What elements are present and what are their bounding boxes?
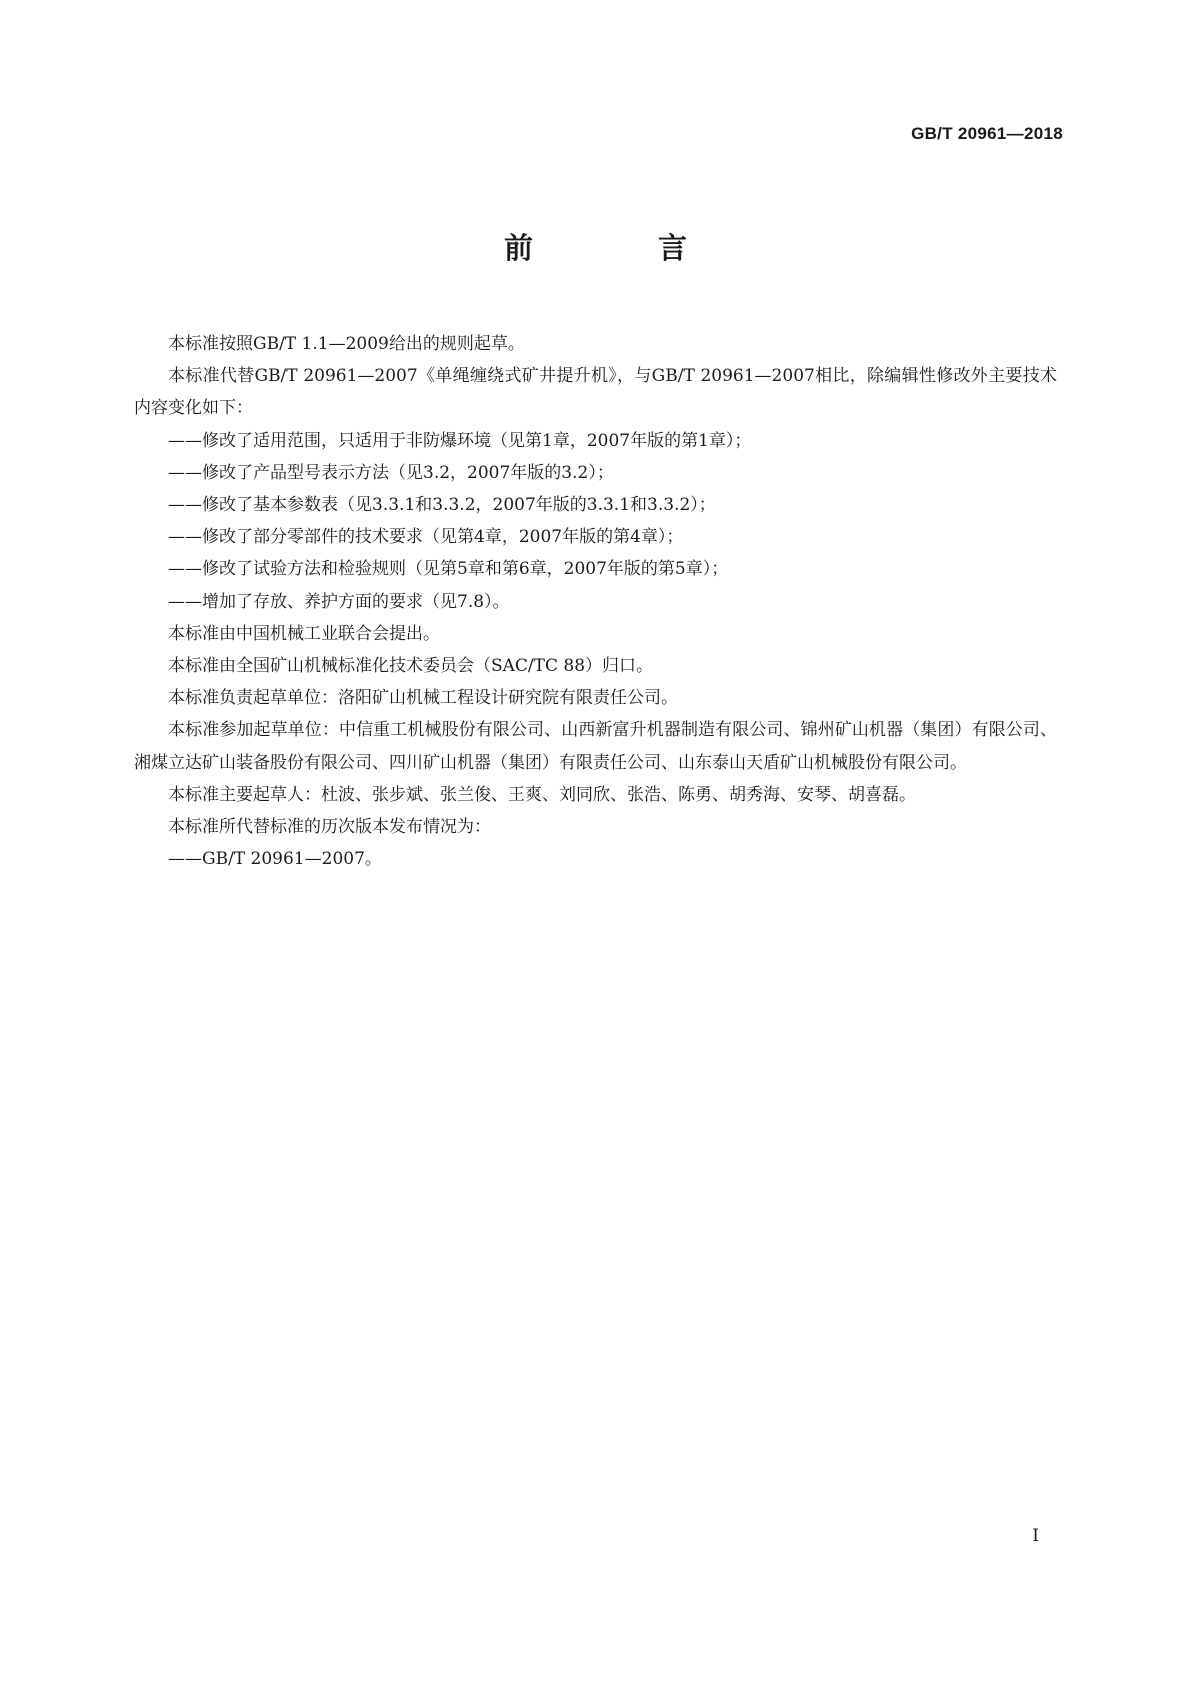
paragraph-managed-by: 本标准由全国矿山机械标准化技术委员会（SAC/TC 88）归口。 bbox=[168, 656, 654, 677]
standard-code-header: GB/T 20961—2018 bbox=[911, 124, 1063, 143]
change-item-model: ——修改了产品型号表示方法（见3.2，2007年版的3.2）； bbox=[168, 462, 614, 483]
paragraph-proposed-by: 本标准由中国机械工业联合会提出。 bbox=[168, 623, 440, 644]
change-item-tests: ——修改了试验方法和检验规则（见第5章和第6章，2007年版的第5章）； bbox=[168, 559, 729, 580]
paragraph-main-drafters: 本标准主要起草人：杜波、张步斌、张兰俊、王爽、刘同欣、张浩、陈勇、胡秀海、安琴、胡喜磊。 bbox=[168, 784, 916, 805]
change-item-parameters: ——修改了基本参数表（见3.3.1和3.3.2，2007年版的3.3.1和3.3.2）； bbox=[168, 495, 716, 516]
paragraph-participating-drafters: 本标准参加起草单位：中信重工机械股份有限公司、山西新富升机器制造有限公司、锦州矿山机器（集团）有限公司、湘煤立达矿山装备股份有限公司、四川矿山机器（集团）有限责任公司、山东泰山天盾矿山机械股份有限公司。 bbox=[134, 720, 1057, 773]
paragraph-replacement: 本标准代替GB/T 20961—2007《单绳缠绕式矿井提升机》，与GB/T 20961—2007相比，除编辑性修改外主要技术内容变化如下： bbox=[134, 366, 1057, 419]
paragraph-previous-versions: 本标准所代替标准的历次版本发布情况为： bbox=[168, 817, 491, 838]
previous-version-item: ——GB/T 20961—2007。 bbox=[168, 849, 382, 870]
change-item-components: ——修改了部分零部件的技术要求（见第4章，2007年版的第4章）； bbox=[168, 527, 684, 548]
page-number: I bbox=[1032, 1526, 1039, 1546]
document-body bbox=[134, 328, 1057, 875]
paragraph-drafting-rules: 本标准按照GB/T 1.1—2009给出的规则起草。 bbox=[168, 334, 525, 354]
change-item-storage: ——增加了存放、养护方面的要求（见7.8）。 bbox=[168, 591, 510, 612]
change-item-scope: ——修改了适用范围，只适用于非防爆环境（见第1章，2007年版的第1章）； bbox=[168, 430, 752, 451]
paragraph-lead-drafter: 本标准负责起草单位：洛阳矿山机械工程设计研究院有限责任公司。 bbox=[168, 688, 678, 709]
page-title: 前 言 bbox=[503, 231, 735, 265]
